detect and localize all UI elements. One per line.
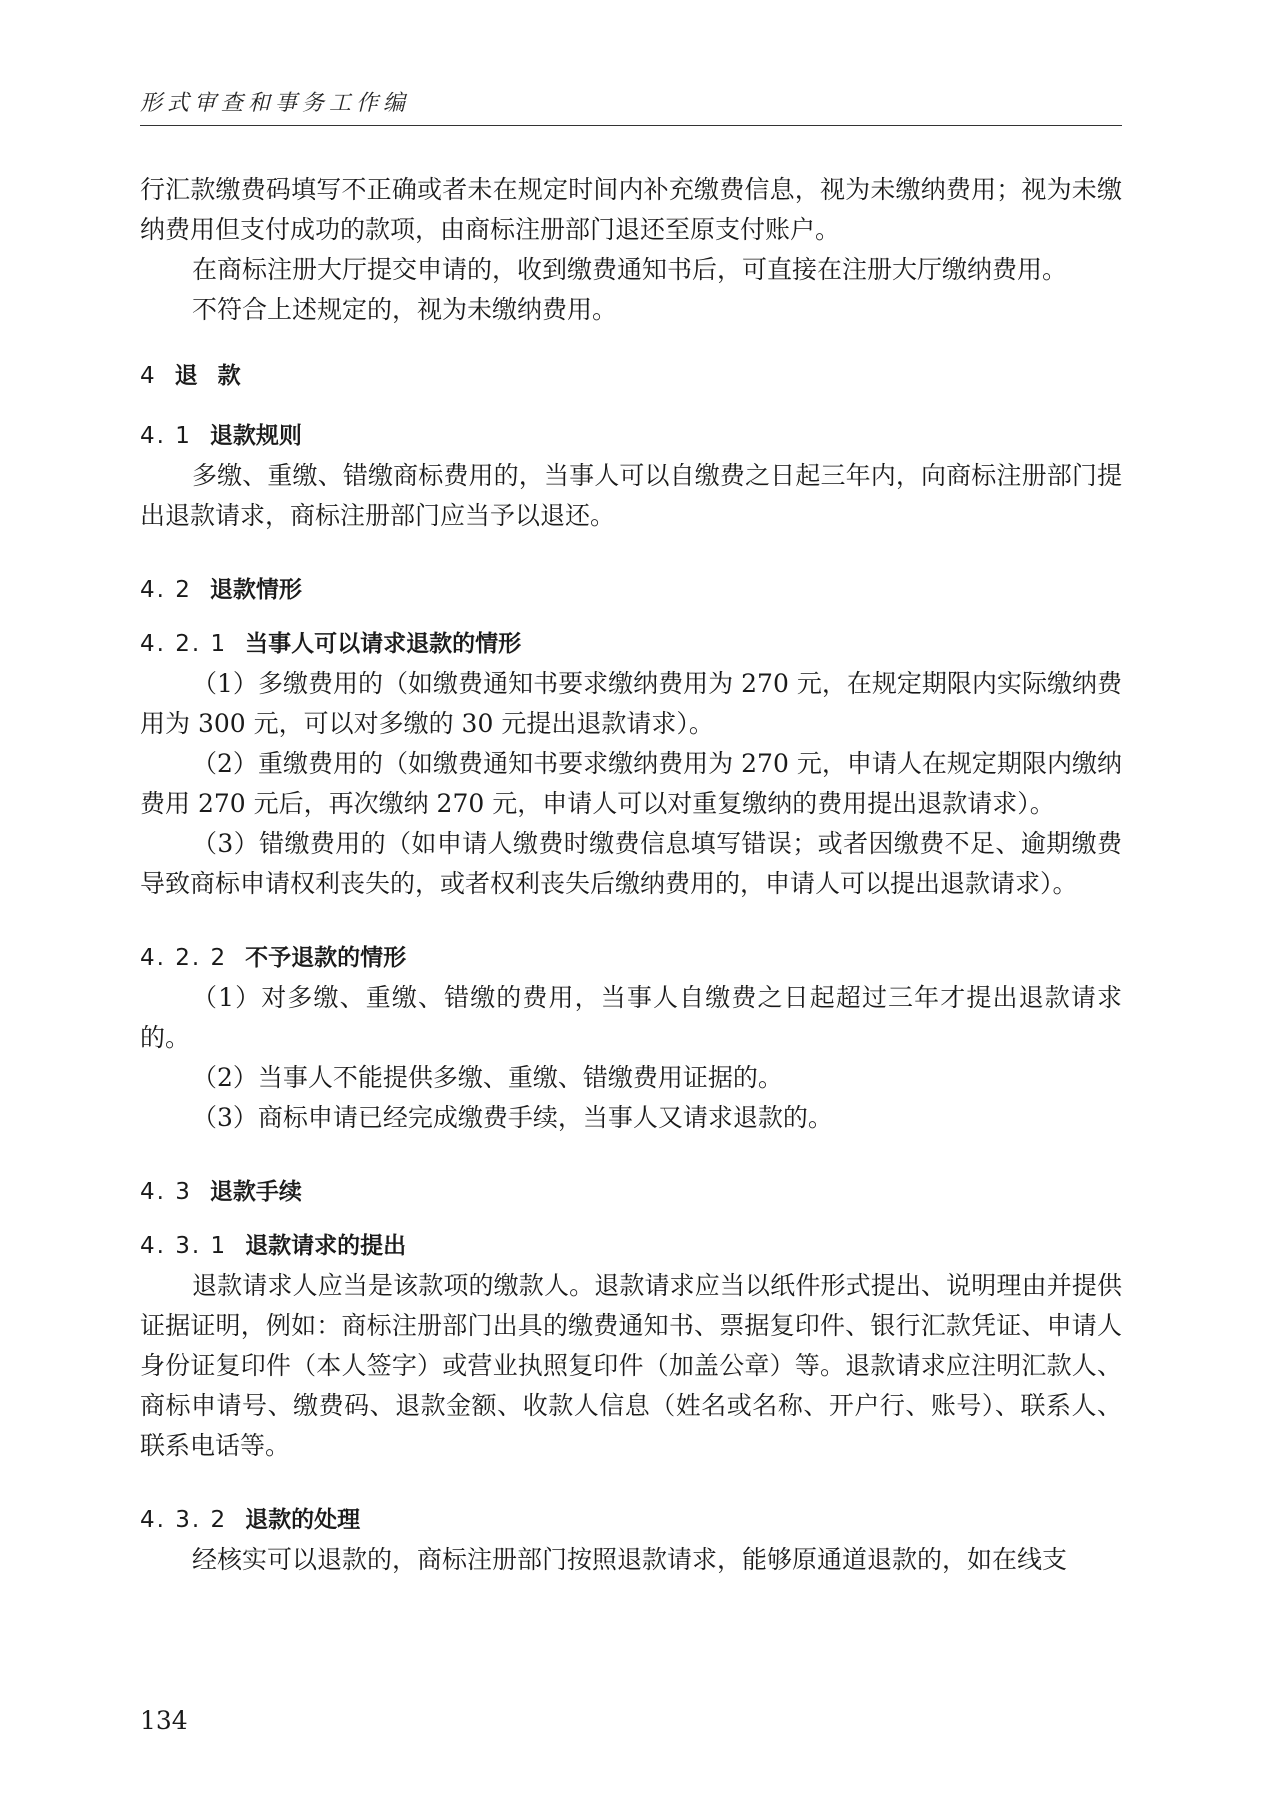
section-heading-4-1 <box>140 416 1122 456</box>
section-title: 退款请求的提出 <box>245 1233 407 1259</box>
section-title: 退款情形 <box>209 577 302 603</box>
section-title: 退款 <box>174 363 261 389</box>
page-body <box>140 170 1122 1580</box>
paragraph-continued: 行汇款缴费码填写不正确或者未在规定时间内补充缴费信息，视为未缴纳费用；视为未缴纳费用但支付成功的款项，由商标注册部门退还至原支付账户。 <box>140 175 1122 244</box>
list-item: （2）当事人不能提供多缴、重缴、错缴费用证据的。 <box>192 1063 783 1092</box>
page-number: 134 <box>140 1706 188 1735</box>
section-number: 4. 3 <box>140 1179 192 1205</box>
paragraph-refund-processing: 经核实可以退款的，商标注册部门按照退款请求，能够原通道退款的，如在线支 <box>192 1545 1068 1574</box>
paragraph-refund-request: 退款请求人应当是该款项的缴款人。退款请求应当以纸件形式提出、说明理由并提供证据证明，例如：商标注册部门出具的缴费通知书、票据复印件、银行汇款凭证、申请人身份证复印件（本人签字）或营业执照复印件（加盖公章）等。退款请求应注明汇款人、商标申请号、缴费码、退款金额、收款人信息（姓名或名称、开户行、账号）、联系人、联系电话等。 <box>140 1271 1122 1460</box>
section-title: 不予退款的情形 <box>245 945 407 971</box>
section-heading-4-3-1 <box>140 1226 1122 1266</box>
section-heading-4-3 <box>140 1172 1122 1212</box>
section-heading-4-3-2 <box>140 1500 1122 1540</box>
paragraph-hall-payment: 在商标注册大厅提交申请的，收到缴费通知书后，可直接在注册大厅缴纳费用。 <box>192 255 1068 284</box>
section-number: 4. 3. 2 <box>140 1507 228 1533</box>
section-number: 4. 2. 1 <box>140 631 228 657</box>
paragraph-refund-rule: 多缴、重缴、错缴商标费用的，当事人可以自缴费之日起三年内，向商标注册部门提出退款请求，商标注册部门应当予以退还。 <box>140 461 1122 530</box>
list-item: （3）错缴费用的（如申请人缴费时缴费信息填写错误；或者因缴费不足、逾期缴费导致商标申请权利丧失的，或者权利丧失后缴纳费用的，申请人可以提出退款请求）。 <box>140 829 1122 898</box>
running-header-title: 形式审查和事务工作编 <box>140 91 411 116</box>
list-item: （1）对多缴、重缴、错缴的费用，当事人自缴费之日起超过三年才提出退款请求的。 <box>140 983 1122 1052</box>
section-number: 4. 2. 2 <box>140 945 228 971</box>
section-title: 当事人可以请求退款的情形 <box>245 631 522 657</box>
section-heading-4-2-2 <box>140 938 1122 978</box>
section-heading-4-2-1 <box>140 624 1122 664</box>
section-number: 4. 1 <box>140 423 192 449</box>
section-title: 退款规则 <box>209 423 302 449</box>
header-rule <box>140 125 1122 126</box>
section-number: 4. 2 <box>140 577 192 603</box>
list-item: （2）重缴费用的（如缴费通知书要求缴纳费用为 270 元，申请人在规定期限内缴纳费用 270 元后，再次缴纳 270 元，申请人可以对重复缴纳的费用提出退款请求）。 <box>140 749 1122 818</box>
section-heading-4-2 <box>140 570 1122 610</box>
section-title: 退款的处理 <box>245 1507 361 1533</box>
list-item: （1）多缴费用的（如缴费通知书要求缴纳费用为 270 元，在规定期限内实际缴纳费用为 300 元，可以对多缴的 30 元提出退款请求）。 <box>140 669 1122 738</box>
section-heading-4 <box>140 356 1122 396</box>
list-item: （3）商标申请已经完成缴费手续，当事人又请求退款的。 <box>192 1103 833 1132</box>
section-number: 4 <box>140 363 157 389</box>
section-number: 4. 3. 1 <box>140 1233 228 1259</box>
section-title: 退款手续 <box>209 1179 302 1205</box>
paragraph-noncompliance: 不符合上述规定的，视为未缴纳费用。 <box>192 295 618 324</box>
